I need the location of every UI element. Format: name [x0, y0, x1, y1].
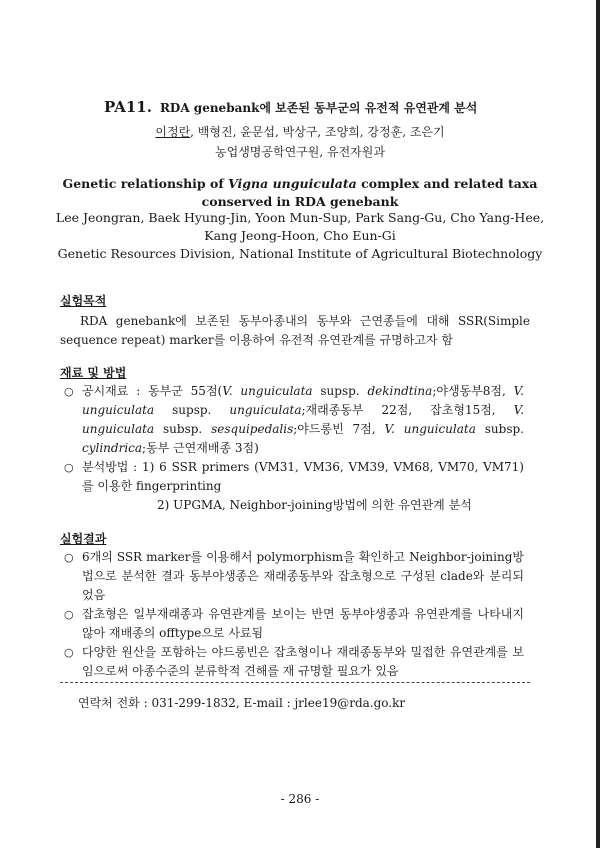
materials-s8: subsp. — [475, 422, 524, 436]
title-en-part1: Genetic relationship of — [62, 176, 229, 191]
analysis-item — [64, 458, 524, 493]
authors-korean — [0, 123, 600, 140]
materials-s6: subsp. — [154, 422, 212, 436]
result-text-3: 다양한 원산을 포함하는 야드롱빈은 잡초형이나 재래종동부와 밀접한 유연관계를 보임으로써 아종수준의 분류학적 견해를 재 규명할 필요가 있음 — [82, 645, 524, 678]
materials-s3: ;야생동부8점, — [432, 384, 514, 398]
paper-title-korean: RDA genebank에 보존된 동부군의 유전적 유연관계 분석 — [159, 101, 478, 115]
contact-info: 연락처 전화 : 031-299-1832, E-mail : jrlee19@rda.go.kr — [78, 696, 406, 710]
analysis-text-1: 분석방법 : 1) 6 SSR primers (VM31, VM36, VM39, VM68, VM70, VM71)를 이용한 fingerprinting — [82, 460, 524, 493]
methods-heading: 재료 및 방법 — [60, 366, 127, 380]
institution-korean: 농업생명공학연구원, 유전자원과 — [215, 145, 385, 159]
dashed-divider — [60, 682, 530, 683]
materials-sp7: V. unguiculata — [384, 422, 476, 436]
bullet-icon: ○ — [64, 385, 74, 398]
materials-s4: supsp. — [154, 403, 230, 417]
objective-heading: 실험목적 — [60, 294, 107, 308]
authors-english: Lee Jeongran, Baek Hyung-Jin, Yoon Mun-Sup, Park Sang-Gu, Cho Yang-Hee, Kang Jeong-Hoon, Cho Eun-Gi — [55, 210, 545, 243]
materials-s9: ;동부 근연재배종 3점) — [142, 441, 259, 455]
materials-sp2: dekindtina — [367, 384, 433, 398]
page-number: - 286 - — [280, 792, 320, 806]
materials-item — [64, 382, 525, 455]
paper-code: PA11. — [104, 98, 152, 116]
materials-sp4: unguiculata — [229, 403, 302, 417]
materials-s7: ;야드롱빈 7점, — [293, 422, 385, 436]
materials-s5: ;재래종동부 22점, 잡초형15점, — [301, 403, 514, 417]
materials-sp8: cylindrica — [82, 441, 143, 455]
bullet-icon: ○ — [64, 461, 74, 474]
result-text-2: 잡초형은 일부재래종과 유연관계를 보이는 반면 동부야생종과 유연관계를 나타내지 않아 재배종의 offtype으로 사료됨 — [82, 607, 524, 640]
first-author-korean: 이정란 — [155, 125, 191, 139]
paper-title-english — [50, 175, 550, 211]
paper-title — [104, 98, 544, 116]
other-authors-korean: , 백형진, 윤문섭, 박상구, 조양희, 강정훈, 조은기 — [190, 125, 445, 139]
result-item-3 — [64, 643, 524, 678]
result-text-1: 6개의 SSR marker를 이용해서 polymorphism을 확인하고 Neighbor-joining방법으로 분석한 결과 동부야생종은 재래종동부와 잡초형으로 구성된 clade와 분리되었음 — [82, 550, 524, 602]
materials-s2: supsp. — [312, 384, 368, 398]
result-item-1 — [64, 548, 524, 602]
result-item-2 — [64, 605, 524, 640]
objective-body: RDA genebank에 보존된 동부아종내의 동부와 근연종들에 대해 SSR(Simple sequence repeat) marker를 이용하여 유전적 유연관계를 규명하고자 함 — [60, 314, 530, 347]
analysis-text-2: 2) UPGMA, Neighbor-joining방법에 의한 유연관계 분석 — [157, 498, 472, 512]
materials-sp6: sesquipedalis — [211, 422, 294, 436]
materials-text — [82, 382, 524, 458]
bullet-icon: ○ — [64, 608, 74, 621]
title-en-part2: complex and related taxa conserved in RDA genebank — [201, 176, 538, 209]
bullet-icon: ○ — [64, 551, 74, 564]
results-heading: 실험결과 — [60, 532, 107, 546]
materials-s1: 공시재료 : 동부군 55점( — [82, 384, 223, 398]
bullet-icon: ○ — [64, 646, 74, 659]
materials-sp3: V. unguiculata — [82, 384, 524, 417]
materials-sp5: V. unguiculata — [82, 403, 525, 436]
materials-sp1: V. unguiculata — [222, 384, 313, 398]
institution-english: Genetic Resources Division, National Institute of Agricultural Biotechnology — [57, 246, 543, 261]
title-en-species: Vigna unguiculata — [228, 176, 357, 191]
objective-text — [60, 312, 530, 350]
